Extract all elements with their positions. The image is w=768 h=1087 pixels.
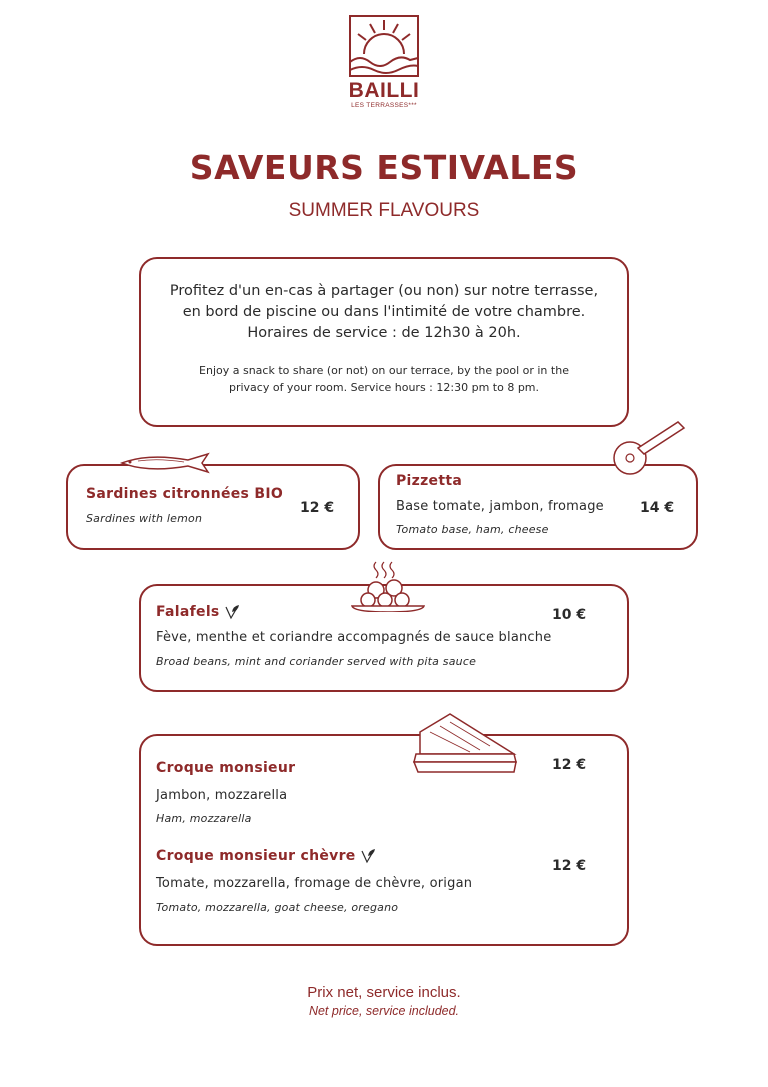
falafel-plate-icon: [348, 560, 428, 612]
page-title: SAVEURS ESTIVALES: [189, 148, 579, 187]
item-name: Croque monsieur: [156, 760, 296, 776]
logo-name: BAILLI: [348, 79, 420, 102]
footer-note-fr: Prix net, service inclus.: [307, 984, 461, 1001]
item-desc-en: Sardines with lemon: [86, 512, 203, 525]
intro-fr-line: Horaires de service : de 12h30 à 20h.: [247, 325, 521, 341]
item-name: [156, 604, 240, 620]
item-price: 10 €: [552, 607, 587, 623]
intro-fr-line: Profitez d'un en-cas à partager (ou non) sur notre terrasse,: [169, 283, 599, 299]
item-desc-en: Ham, mozzarella: [156, 812, 252, 825]
vegetarian-leaf-icon: [360, 848, 376, 864]
intro-english: [141, 362, 627, 396]
logo-subtitle: LES TERRASSES***: [351, 102, 417, 109]
item-price: 14 €: [640, 500, 675, 516]
item-name-text: Falafels: [156, 604, 220, 620]
item-desc-en: Tomato, mozzarella, goat cheese, oregano: [156, 901, 399, 914]
intro-fr-line: en bord de piscine ou dans l'intimité de votre chambre.: [182, 304, 586, 320]
item-desc-en: Tomato base, ham, cheese: [396, 523, 549, 536]
item-price: 12 €: [552, 858, 587, 874]
sun-wave-logo-icon: [348, 14, 420, 78]
intro-en-line: privacy of your room. Service hours : 12:30 pm to 8 pm.: [228, 381, 540, 394]
item-desc-fr: Tomate, mozzarella, fromage de chèvre, origan: [156, 876, 473, 891]
page-subtitle: SUMMER FLAVOURS: [288, 200, 480, 221]
item-name: [156, 848, 376, 864]
footer-note-en: Net price, service included.: [308, 1004, 460, 1018]
item-desc-en: Broad beans, mint and coriander served with pita sauce: [156, 655, 477, 668]
intro-en-line: Enjoy a snack to share (or not) on our terrace, by the pool or in the: [199, 364, 569, 377]
intro-french: [141, 281, 627, 344]
item-name: Sardines citronnées BIO: [86, 486, 284, 502]
logo: [336, 14, 432, 122]
item-price: 12 €: [300, 500, 335, 516]
item-desc-fr: Fève, menthe et coriandre accompagnés de sauce blanche: [156, 630, 552, 645]
item-price: 12 €: [552, 757, 587, 773]
item-name: Pizzetta: [396, 473, 463, 489]
item-desc-fr: Base tomate, jambon, fromage: [396, 499, 604, 514]
sandwich-icon: [410, 710, 520, 776]
item-desc-fr: Jambon, mozzarella: [156, 788, 288, 803]
pizza-cutter-icon: [610, 418, 690, 478]
sardine-icon: [118, 452, 214, 474]
item-name-text: Croque monsieur chèvre: [156, 848, 356, 864]
vegetarian-leaf-icon: [224, 604, 240, 620]
intro-box: [139, 257, 629, 427]
